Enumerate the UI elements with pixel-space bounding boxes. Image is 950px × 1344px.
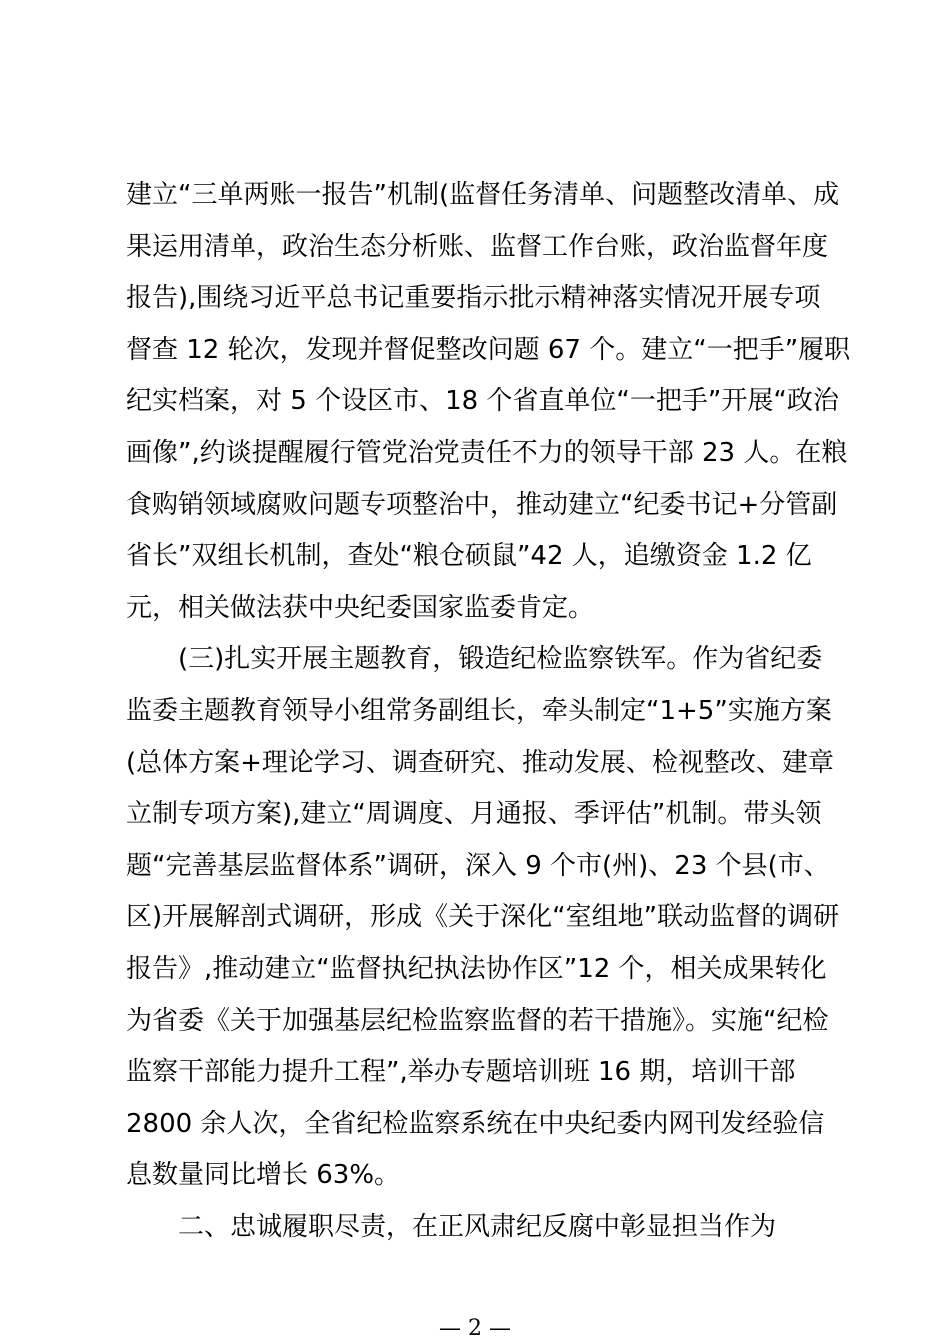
text-line: 立制专项方案),建立“周调度、月通报、季评估”机制。带头领 (126, 799, 822, 830)
text-line: (总体方案+理论学习、调查研究、推动发展、检视整改、建章 (126, 747, 834, 778)
text-line: 2800 余人次，全省纪检监察系统在中央纪委内网刊发经验信 (126, 1108, 825, 1139)
text-line: 区)开展解剖式调研，形成《关于深化“室组地”联动监督的调研 (126, 902, 840, 933)
text-line: 画像”,约谈提醒履行管党治党责任不力的领导干部 23 人。在粮 (126, 437, 848, 468)
chapter-heading-line: 二、忠诚履职尽责，在正风肃纪反腐中彰显担当作为 (178, 1211, 777, 1242)
text-line: 督查 12 轮次，发现并督促整改问题 67 个。建立“一把手”履职 (126, 334, 851, 365)
text-line: 息数量同比增长 63%。 (126, 1160, 401, 1191)
text-line: 元，相关做法获中央纪委国家监委肯定。 (126, 592, 595, 623)
text-line: 食购销领域腐败问题专项整治中，推动建立“纪委书记+分管副 (126, 489, 838, 520)
text-line: 报告),围绕习近平总书记重要指示批示精神落实情况开展专项 (126, 283, 821, 314)
text-line: 题“完善基层监督体系”调研，深入 9 个市(州)、23 个县(市、 (126, 850, 830, 881)
section-heading-line: (三)扎实开展主题教育，锻造纪检监察铁军。作为省纪委 (178, 644, 823, 675)
text-line: 省长”双组长机制，查处“粮仓硕鼠”42 人，追缴资金 1.2 亿 (126, 541, 812, 572)
body-text (126, 170, 851, 1253)
text-line: 建立“三单两账一报告”机制(监督任务清单、问题整改清单、成 (126, 180, 840, 210)
text-line: 果运用清单，政治生态分析账、监督工作台账，政治监督年度 (126, 231, 829, 262)
text-line: 监察干部能力提升工程”,举办专题培训班 16 期，培训干部 (126, 1057, 796, 1088)
text-line: 监委主题教育领导小组常务副组长，牵头制定“1+5”实施方案 (126, 695, 832, 726)
text-line: 为省委《关于加强基层纪检监察监督的若干措施》。实施“纪检 (126, 1005, 829, 1036)
page-number: — 2 — (439, 1316, 511, 1341)
text-line: 纪实档案，对 5 个设区市、18 个省直单位“一把手”开展“政治 (126, 386, 839, 417)
text-line: 报告》,推动建立“监督执纪执法协作区”12 个，相关成果转化 (126, 953, 827, 984)
